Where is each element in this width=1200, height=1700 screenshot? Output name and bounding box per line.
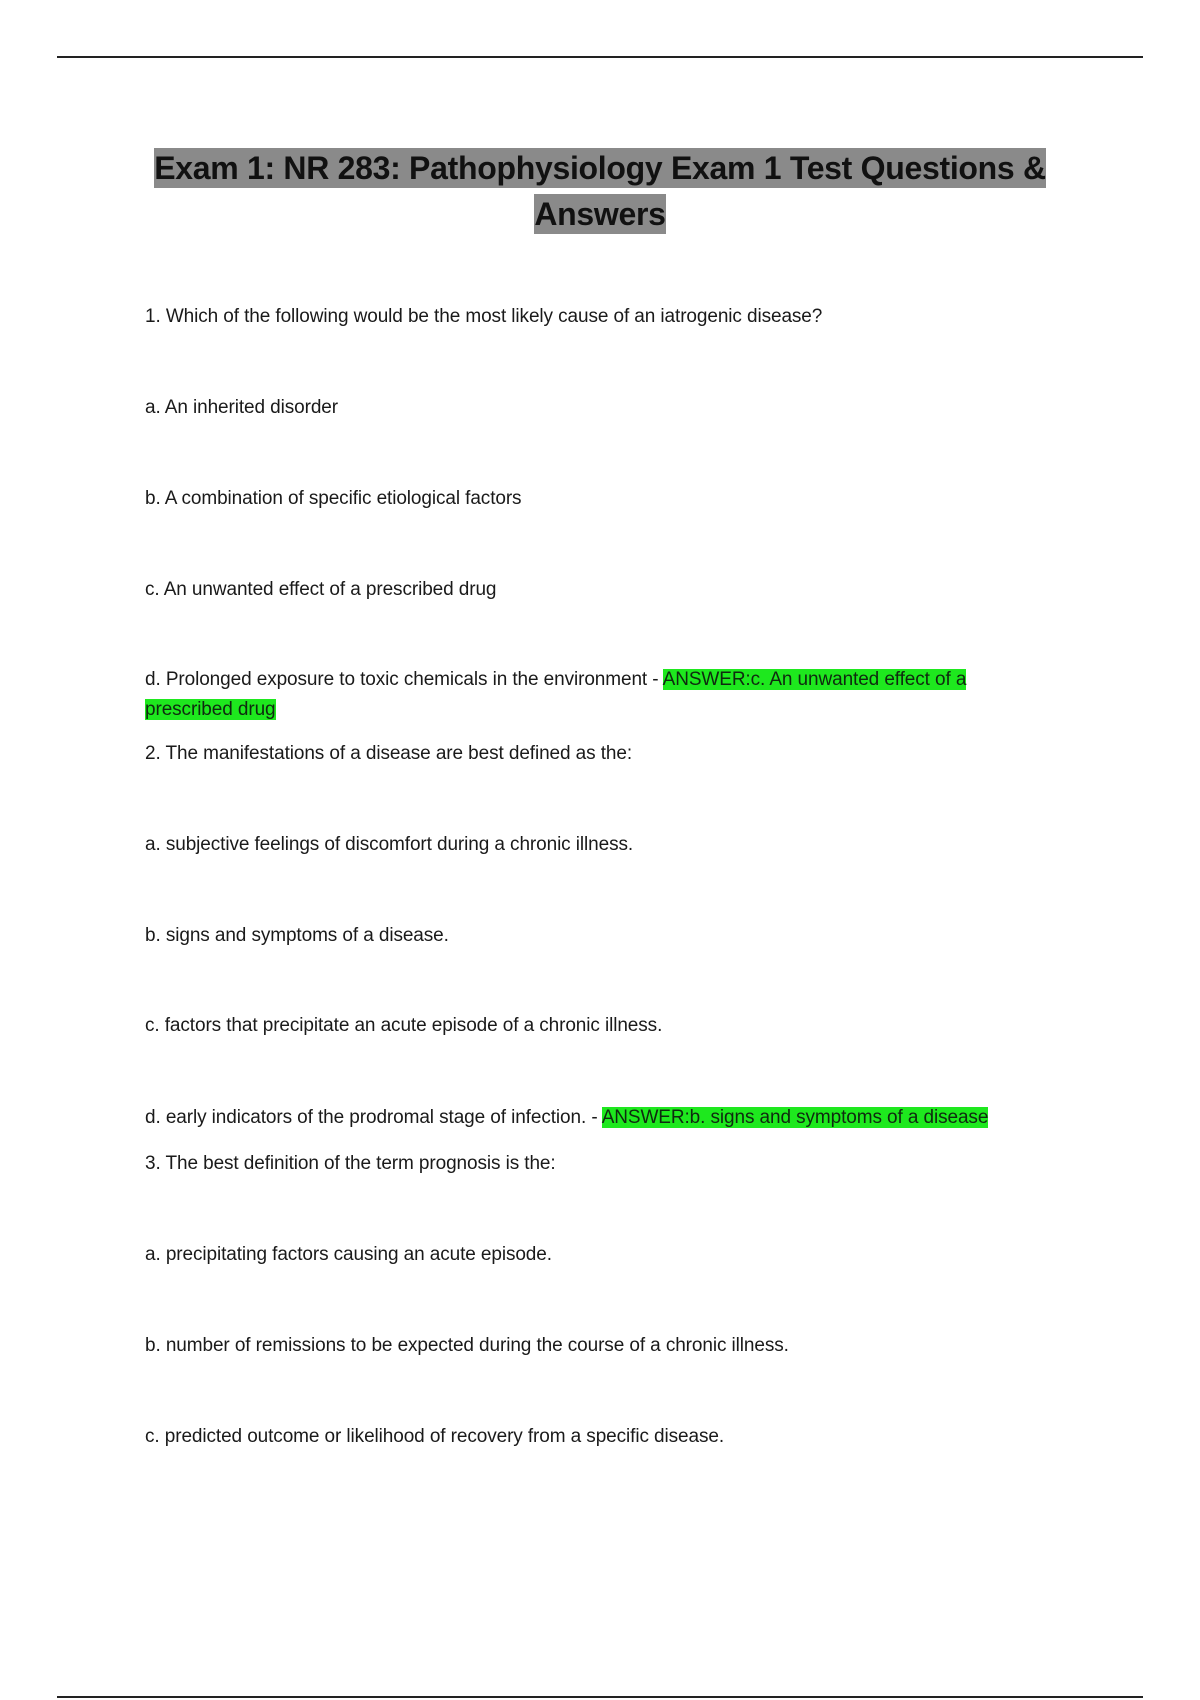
question-1-option-d: [145, 665, 1045, 725]
question-2-option-c: c. factors that precipitate an acute episode of a chronic illness.: [145, 1015, 663, 1036]
question-1-answer: ANSWER:c. An unwanted effect of a prescribed drug: [145, 669, 967, 720]
top-divider: [57, 56, 1143, 58]
question-3-option-c: c. predicted outcome or likelihood of recovery from a specific disease.: [145, 1426, 725, 1447]
question-2-answer: ANSWER:b. signs and symptoms of a disease: [601, 1107, 989, 1128]
question-3-option-a: a. precipitating factors causing an acute episode.: [145, 1244, 552, 1265]
question-3-stem: 3. The best definition of the term prognosis is the:: [145, 1153, 556, 1174]
question-2-option-a: a. subjective feelings of discomfort during a chronic illness.: [145, 834, 634, 855]
question-2-option-b: b. signs and symptoms of a disease.: [145, 925, 449, 946]
question-1-stem: 1. Which of the following would be the most likely cause of an iatrogenic disease?: [145, 306, 823, 327]
question-2-option-d: [145, 1103, 1105, 1133]
question-1-option-c: c. An unwanted effect of a prescribed drug: [145, 579, 497, 600]
document-title: [120, 145, 1080, 237]
question-2-stem: 2. The manifestations of a disease are best defined as the:: [145, 743, 633, 764]
question-1-option-b: b. A combination of specific etiological factors: [145, 488, 522, 509]
question-2-option-d-text: d. early indicators of the prodromal stage of infection. -: [145, 1107, 602, 1128]
question-1-option-d-text: d. Prolonged exposure to toxic chemicals in the environment -: [145, 669, 663, 690]
bottom-divider: [57, 1696, 1143, 1698]
question-1-option-a: a. An inherited disorder: [145, 397, 338, 418]
title-highlight: Exam 1: NR 283: Pathophysiology Exam 1 Test Questions & Answers: [154, 150, 1046, 232]
question-3-option-b: b. number of remissions to be expected during the course of a chronic illness.: [145, 1335, 789, 1356]
